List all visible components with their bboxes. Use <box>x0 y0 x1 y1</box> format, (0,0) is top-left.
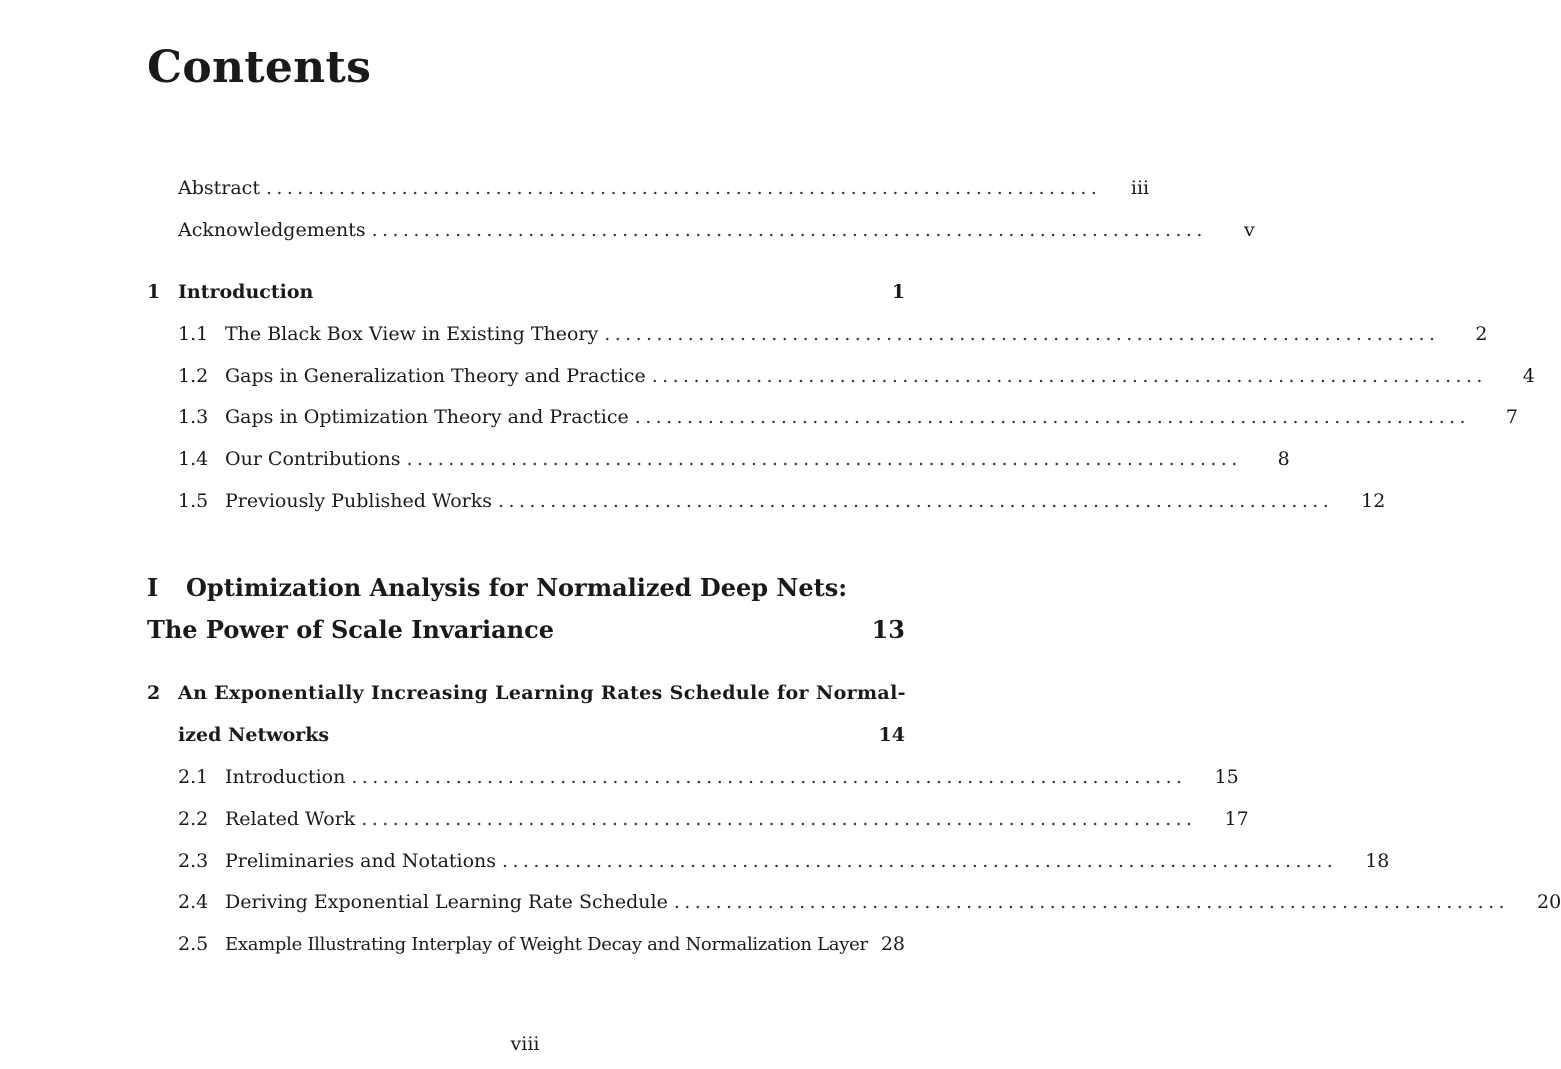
toc-page-number: 28 <box>880 933 905 955</box>
chapter-number: 2 <box>147 682 161 704</box>
toc-section-1-5[interactable] <box>178 485 1386 517</box>
toc-page-number: 7 <box>1505 406 1518 428</box>
leader-dots: ................................................................................ <box>634 406 1470 428</box>
section-number: 1.2 <box>178 365 209 387</box>
section-title: Introduction <box>225 766 346 788</box>
section-number: 2.4 <box>178 891 209 913</box>
leader-dots: ................................................................................ <box>498 490 1334 512</box>
toc-page-number: 17 <box>1224 808 1249 830</box>
section-title: Previously Published Works <box>225 490 492 512</box>
leader-dots: ................................................................................ <box>406 448 1242 470</box>
section-title: Example Illustrating Interplay of Weight Decay and Normalization Layer <box>225 933 868 955</box>
leader-dots: ................................................................................ <box>502 850 1338 872</box>
section-title: The Black Box View in Existing Theory <box>225 323 599 345</box>
leader-dots: ................................................................................ <box>371 219 1207 241</box>
toc-page-number: 18 <box>1365 850 1390 872</box>
section-number: 1.3 <box>178 406 209 428</box>
toc-page-number: 12 <box>1361 490 1386 512</box>
section-number: 2.3 <box>178 850 209 872</box>
toc-section-2-1[interactable] <box>178 761 1239 793</box>
section-title: Related Work <box>225 808 356 830</box>
section-number: 1.4 <box>178 448 209 470</box>
toc-page-number: 2 <box>1475 323 1488 345</box>
section-title: Gaps in Optimization Theory and Practice <box>225 406 629 428</box>
section-title: Our Contributions <box>225 448 401 470</box>
leader-dots: ................................................................................ <box>673 891 1509 913</box>
part-title-continued: The Power of Scale Invariance <box>147 614 555 644</box>
toc-page-number: 14 <box>878 724 905 746</box>
toc-page-number: 13 <box>871 614 905 644</box>
toc-entry-acknowledgements[interactable] <box>178 214 1255 246</box>
toc-page-number: iii <box>1130 177 1150 199</box>
section-title: Gaps in Generalization Theory and Practice <box>225 365 646 387</box>
section-number: 2.2 <box>178 808 209 830</box>
toc-chapter-2-line-2[interactable] <box>178 719 905 751</box>
toc-section-2-5[interactable] <box>178 928 905 960</box>
toc-page-number: 4 <box>1522 365 1535 387</box>
part-title: Optimization Analysis for Normalized Deep Nets: <box>186 572 848 602</box>
leader-dots: ................................................................................ <box>265 177 1102 199</box>
section-number: 1.5 <box>178 490 209 512</box>
leader-dots: ................................................................................ <box>351 766 1187 788</box>
toc-part-1-line-2[interactable] <box>147 609 905 649</box>
toc-section-1-3[interactable] <box>178 401 1518 433</box>
toc-page-number: 1 <box>891 281 905 303</box>
chapter-title: Introduction <box>178 281 314 303</box>
toc-section-2-3[interactable] <box>178 845 1390 877</box>
section-number: 1.1 <box>178 323 209 345</box>
section-number: 2.5 <box>178 933 209 955</box>
toc-chapter-1[interactable] <box>147 276 905 308</box>
leader-dots: ................................................................................ <box>651 365 1487 387</box>
toc-section-1-1[interactable] <box>178 318 1488 350</box>
toc-page-number: 15 <box>1214 766 1239 788</box>
toc-page-number: v <box>1244 219 1255 241</box>
toc-entry-label: Abstract <box>178 177 260 199</box>
section-title: Preliminaries and Notations <box>225 850 497 872</box>
toc-chapter-2-line-1[interactable] <box>147 677 905 709</box>
footer-page-number: viii <box>510 1033 540 1055</box>
toc-section-1-2[interactable] <box>178 360 1535 392</box>
page-title: Contents <box>147 42 372 93</box>
section-title: Deriving Exponential Learning Rate Schedule <box>225 891 668 913</box>
chapter-title: An Exponentially Increasing Learning Rates Schedule for Normal- <box>178 682 906 704</box>
toc-entry-abstract[interactable] <box>178 172 1150 204</box>
leader-dots: ................................................................................ <box>604 323 1440 345</box>
part-number: I <box>147 572 159 602</box>
toc-page-number: 8 <box>1277 448 1290 470</box>
toc-section-2-2[interactable] <box>178 803 1249 835</box>
toc-part-1-line-1[interactable] <box>147 567 905 607</box>
chapter-title-continued: ized Networks <box>178 724 330 746</box>
leader-dots: ................................................................................ <box>361 808 1197 830</box>
chapter-number: 1 <box>147 281 161 303</box>
toc-section-1-4[interactable] <box>178 443 1290 475</box>
toc-entry-label: Acknowledgements <box>178 219 366 241</box>
toc-page-number: 20 <box>1537 891 1561 913</box>
toc-section-2-4[interactable] <box>178 886 1561 918</box>
section-number: 2.1 <box>178 766 209 788</box>
